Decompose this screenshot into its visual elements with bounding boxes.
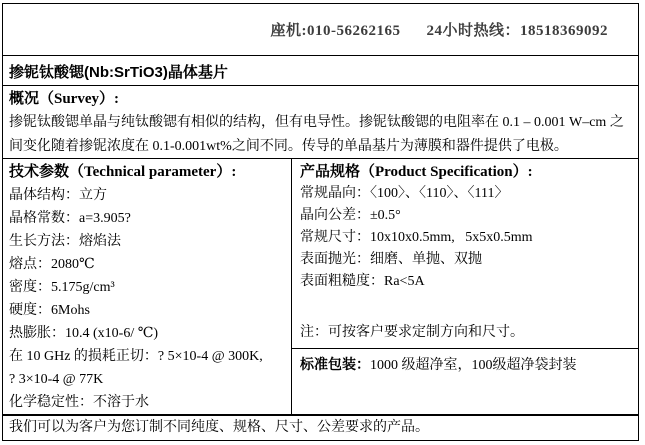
survey-heading: 概况（Survey）:	[9, 91, 119, 107]
specification-row: 常规尺寸：10x10x0.5mm, 5x5x0.5mm	[300, 230, 533, 245]
technical-row: 化学稳定性：不溶于水	[9, 395, 149, 410]
survey-section	[3, 86, 638, 159]
specification-row: 常规晶向：〈100〉、〈110〉、〈111〉	[300, 186, 509, 201]
standard-packaging-cell	[292, 349, 638, 414]
specification-note: 注：可按客户要求定制方向和尺寸。	[300, 325, 524, 340]
parameter-spec-columns	[3, 159, 638, 414]
technical-row: 硬度：6Mohs	[9, 303, 90, 318]
specification-heading: 产品规格（Product Specification）:	[300, 164, 533, 180]
technical-row: 熔点：2080℃	[9, 257, 95, 272]
technical-row: 密度：5.175g/cm³	[9, 280, 115, 295]
product-sheet	[2, 3, 639, 441]
technical-row: 在 10 GHz 的损耗正切：? 5×10-4 @ 300K,	[9, 349, 263, 364]
landline-number: 座机:010-56262165	[270, 23, 401, 39]
technical-heading: 技术参数（Technical parameter）:	[9, 164, 237, 180]
technical-row: ? 3×10-4 @ 77K	[9, 372, 104, 387]
technical-row: 晶体结构：立方	[9, 188, 107, 203]
technical-row: 晶格常数：a=3.905?	[9, 211, 131, 226]
customization-note: 我们可以为客户为您订制不同纯度、规格、尺寸、公差要求的产品。	[3, 414, 638, 440]
specification-row: 表面粗糙度：Ra<5A	[300, 274, 425, 289]
specification-row: 表面抛光：细磨、单抛、双抛	[300, 252, 482, 267]
right-column	[292, 159, 638, 414]
hotline-number: 24小时热线：18518369092	[426, 23, 608, 39]
contact-band	[3, 4, 638, 56]
page-title: 掺铌钛酸锶(Nb:SrTiO3)晶体基片	[3, 56, 638, 86]
specification-row: 晶向公差：±0.5°	[300, 208, 401, 223]
packaging-value: 1000 级超净室，100级超净袋封装	[370, 358, 577, 373]
technical-row: 热膨胀：10.4 (x10-6/ ℃)	[9, 326, 159, 341]
survey-body: 掺铌钛酸锶单晶与纯钛酸锶有相似的结构，但有电导性。掺铌钛酸锶的电阻率在 0.1 – 0.001 W–cm 之间变化随着掺铌浓度在 0.1-0.001wt%之间不同。传导的单晶基片为薄膜和器件提供了电极。	[9, 115, 624, 154]
product-specification-cell	[292, 159, 638, 349]
technical-parameter-cell	[3, 159, 292, 414]
technical-row: 生长方法：熔焰法	[9, 234, 121, 249]
packaging-label: 标准包装：	[300, 358, 370, 373]
